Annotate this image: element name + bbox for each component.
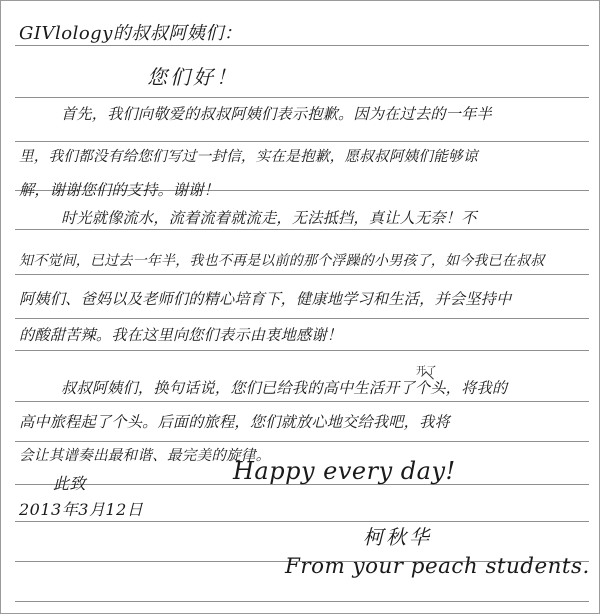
paragraph-3-line-3: 会让其谱奏出最和谐、最完美的旋律。 (19, 447, 271, 464)
letter-salutation: GIVlology的叔叔阿姨们： (19, 23, 243, 44)
letter-closing: 此致 (53, 474, 87, 493)
ruled-line (15, 318, 589, 319)
letter-date: 2013年3月12日 (19, 500, 144, 519)
paragraph-1-line-2: 里，我们都没有给您们写过一封信，实在是抱歉，愿叔叔阿姨们能够谅 (19, 148, 478, 165)
ruled-line (15, 229, 589, 230)
letter-wish: Happy every day! (233, 457, 456, 485)
letter-from-line: From your peach students. (285, 554, 590, 579)
ruled-line (15, 45, 589, 46)
ruled-line (15, 401, 589, 402)
letter-signature: 柯秋华 (363, 525, 432, 549)
ruled-line (15, 521, 589, 522)
paragraph-2-line-4: 的酸甜苦辣。我在这里向您们表示由衷地感谢！ (19, 326, 343, 344)
paragraph-2-line-2: 知不觉间，已过去一年半，我也不再是以前的那个浮躁的小男孩了，如今我已在叔叔 (19, 253, 545, 269)
ruled-line (15, 350, 589, 351)
paragraph-1-line-1: 首先，我们向敬爱的叔叔阿姨们表示抱歉。因为在过去的一年半 (61, 105, 492, 123)
paragraph-2-line-3: 阿姨们、爸妈以及老师们的精心培育下，健康地学习和生活，并会坚持中 (19, 290, 512, 308)
paragraph-2-line-1: 时光就像流水，流着流着就流走，无法抵挡，真让人无奈！不 (61, 209, 477, 227)
ruled-line (15, 274, 589, 275)
ruled-line (15, 141, 589, 142)
paragraph-1-line-3: 解，谢谢您们的支持。谢谢！ (19, 181, 220, 199)
insertion-note: 开了 (416, 366, 437, 377)
paragraph-3-line-2: 高中旅程起了个头。后面的旅程，您们就放心地交给我吧，我将 (19, 413, 450, 431)
letter-greeting: 您们好！ (147, 65, 239, 89)
ruled-line (15, 97, 589, 98)
paragraph-3-line-1: 叔叔阿姨们，换句话说，您们已给我的高中生活开了个头，将我的 (61, 379, 508, 397)
ruled-line (15, 601, 589, 602)
ruled-line (15, 441, 589, 442)
